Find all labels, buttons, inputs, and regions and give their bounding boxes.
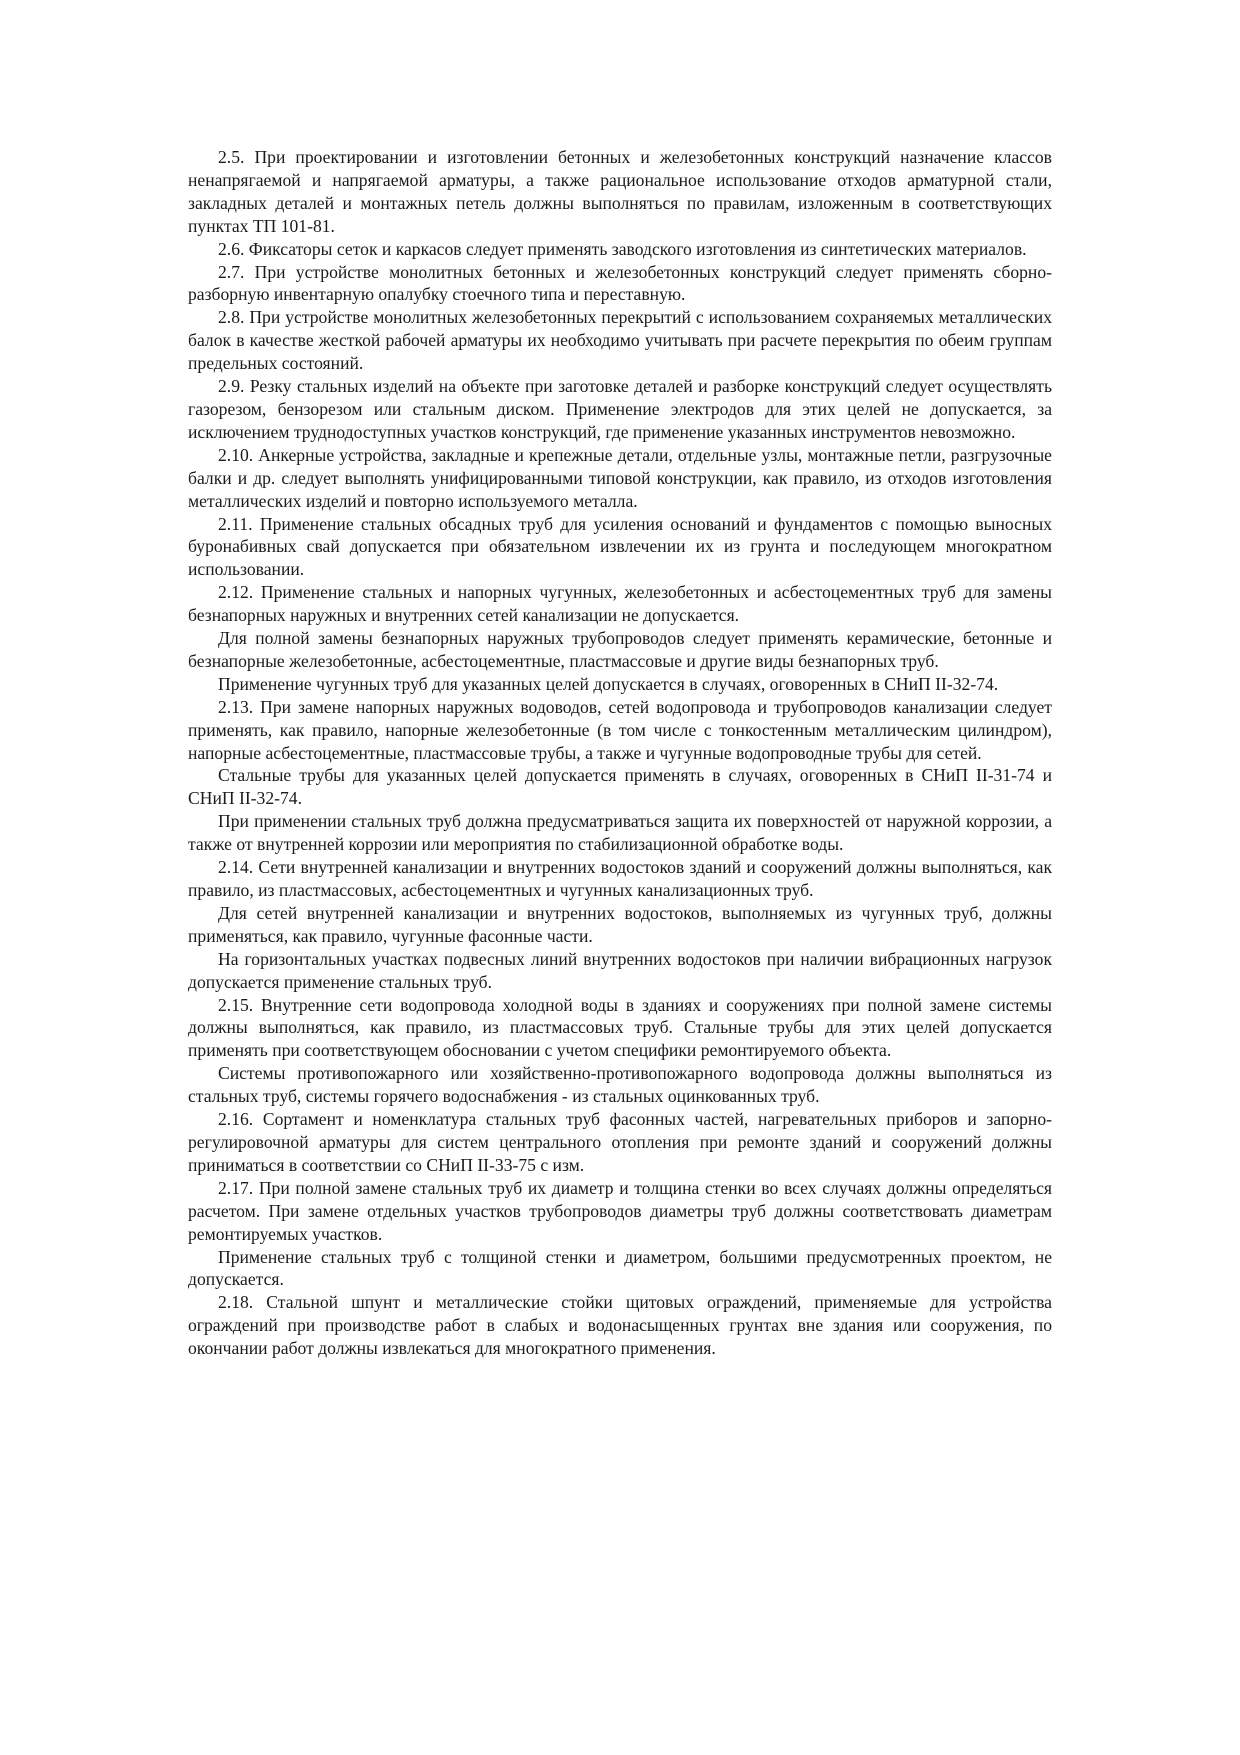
paragraph-2-12-cast-iron: Применение чугунных труб для указанных целей допускается в случаях, оговоренных в СНиП II-32-74. xyxy=(218,673,999,694)
paragraph-2-12: 2.12. Применение стальных и напорных чугунных, железобетонных и асбестоцементных труб для замены безнапорных наружных и внутренних сетей канализации не допускается. xyxy=(188,582,1052,626)
paragraph-2-17-thickness: Применение стальных труб с толщиной стенки и диаметром, большими предусмотренных проектом, не допускается. xyxy=(188,1246,1052,1290)
paragraph-2-14: 2.14. Сети внутренней канализации и внутренних водостоков зданий и сооружений должны выполняться, как правило, из пластмассовых, асбестоцементных и чугунных канализационных труб. xyxy=(188,857,1052,900)
paragraph-2-5: 2.5. При проектировании и изготовлении бетонных и железобетонных конструкций назначение классов ненапрягаемой и напрягаемой арматуры, а также рациональное использование отходов арматурной стали, закладных деталей и монтажных петель должны выполняться по правилам, изложенным в соответствующих пунктах ТП 101-81. xyxy=(188,147,1052,236)
paragraph-2-13: 2.13. При замене напорных наружных водоводов, сетей водопровода и трубопроводов канализации следует применять, как правило, напорные железобетонные (в том числе с тонкостенным металлическим цилиндром), напорные асбестоцементные, пластмассовые трубы, а также и чугунные водопроводные трубы для сетей. xyxy=(188,696,1052,763)
paragraph-2-9: 2.9. Резку стальных изделий на объекте при заготовке деталей и разборке конструкций следует осуществлять газорезом, бензорезом или стальным диском. Применение электродов для этих целей не допускается, за исключением труднодоступных участков конструкций, где применение указанных инструментов невозможно. xyxy=(188,376,1052,442)
paragraph-2-13-corrosion: При применении стальных труб должна предусматриваться защита их поверхностей от наружной коррозии, а также от внутренней коррозии или мероприятия по стабилизационной обработке воды. xyxy=(188,811,1052,855)
paragraph-2-6: 2.6. Фиксаторы сеток и каркасов следует применять заводского изготовления из синтетических материалов. xyxy=(218,238,1027,259)
paragraph-2-7: 2.7. При устройстве монолитных бетонных и железобетонных конструкций следует применять сборно-разборную инвентарную опалубку стоечного типа и переставную. xyxy=(188,261,1052,305)
paragraph-2-16: 2.16. Сортамент и номенклатура стальных труб фасонных частей, нагревательных приборов и запорно-регулировочной арматуры для систем центрального отопления при ремонте зданий и сооружений должны приниматься в соответствии со СНиП II-33-75 с изм. xyxy=(188,1109,1052,1175)
paragraph-2-14-fittings: Для сетей внутренней канализации и внутренних водостоков, выполняемых из чугунных труб, должны применяться, как правило, чугунные фасонные части. xyxy=(188,902,1052,946)
paragraph-2-17: 2.17. При полной замене стальных труб их диаметр и толщина стенки во всех случаях должны определяться расчетом. При замене отдельных участков трубопроводов диаметры труб должны соответствовать диаметрам ремонтируемых участков. xyxy=(188,1177,1052,1244)
paragraph-2-18: 2.18. Стальной шпунт и металлические стойки щитовых ограждений, применяемые для устройства ограждений при производстве работ в слабых и водонасыщенных грунтах вне здания или сооружения, по окончании работ должны извлекаться для многократного применения. xyxy=(188,1292,1052,1359)
paragraph-2-14-vibration: На горизонтальных участках подвесных линий внутренних водостоков при наличии вибрационных нагрузок допускается применение стальных труб. xyxy=(188,948,1052,992)
paragraph-2-12-full-replacement: Для полной замены безнапорных наружных трубопроводов следует применять керамические, бетонные и безнапорные железобетонные, асбестоцементные, пластмассовые и другие виды безнапорных труб. xyxy=(188,628,1052,671)
paragraph-2-13-steel-pipes: Стальные трубы для указанных целей допускается применять в случаях, оговоренных в СНиП II-31-74 и СНиП II-32-74. xyxy=(188,765,1052,809)
paragraph-2-11: 2.11. Применение стальных обсадных труб для усиления оснований и фундаментов с помощью выносных буронабивных свай допускается при обязательном извлечении их из грунта и последующем многократном использовании. xyxy=(188,513,1052,580)
paragraph-2-15: 2.15. Внутренние сети водопровода холодной воды в зданиях и сооружениях при полной замене системы должны выполняться, как правило, из пластмассовых труб. Стальные трубы для этих целей допускается применять при соответствующем обосновании с учетом специфики ремонтируемого объекта. xyxy=(188,994,1052,1061)
paragraph-2-15-fire-systems: Системы противопожарного или хозяйственно-противопожарного водопровода должны выполняться из стальных труб, системы горячего водоснабжения - из стальных оцинкованных труб. xyxy=(188,1063,1052,1107)
document-page xyxy=(188,146,1052,1360)
paragraph-2-10: 2.10. Анкерные устройства, закладные и крепежные детали, отдельные узлы, монтажные петли, разгрузочные балки и др. следует выполнять унифицированными типовой конструкции, как правило, из отходов изготовления металлических изделий и повторно используемого металла. xyxy=(188,444,1052,511)
paragraph-2-8: 2.8. При устройстве монолитных железобетонных перекрытий с использованием сохраняемых металлических балок в качестве жесткой рабочей арматуры их необходимо учитывать при расчете перекрытия по обеим группам предельных состояний. xyxy=(188,307,1052,374)
